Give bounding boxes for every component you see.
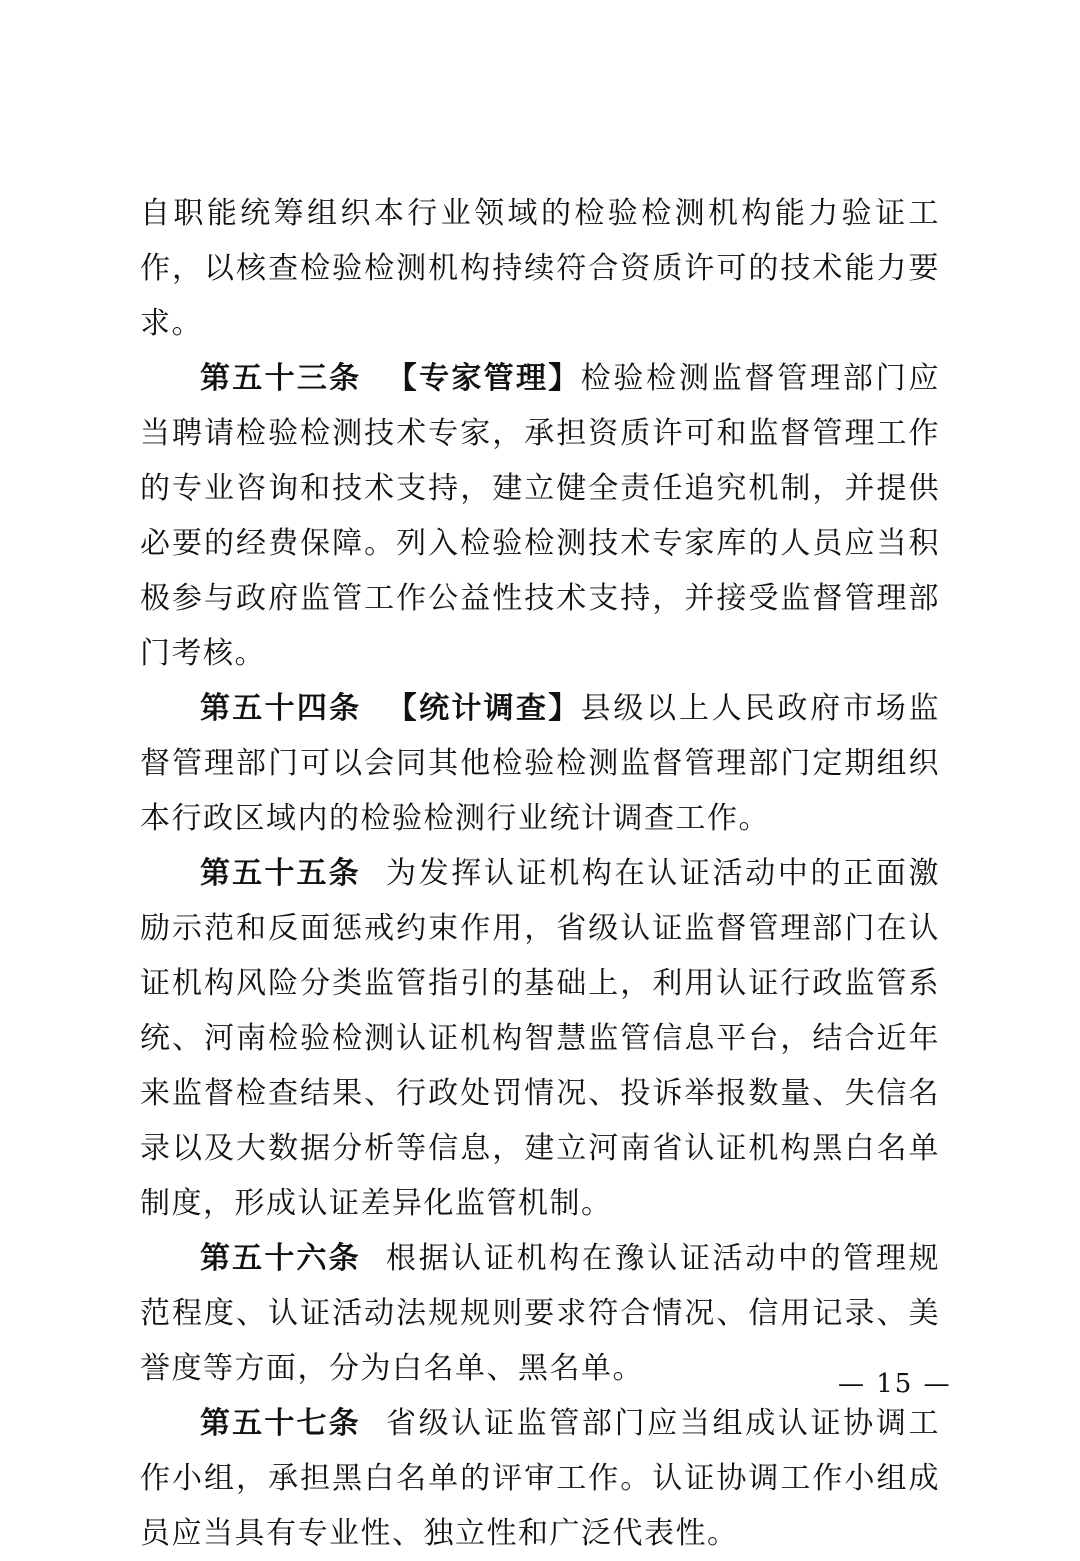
article-heading: 第五十六条	[200, 1241, 361, 1276]
page-number: — 15 —	[838, 1369, 952, 1399]
paragraph-text: 自职能统筹组织本行业领域的检验检测机构能力验证工作，以核查检验检测机构持续符合资质许可的技术能力要求。	[140, 196, 940, 341]
article-text: 检验检测监督管理部门应当聘请检验检测技术专家，承担资质许可和监督管理工作的专业咨询和技术支持，建立健全责任追究机制，并提供必要的经费保障。列入检验检测技术专家库的人员应当积极参与政府监管工作公益性技术支持，并接受监督管理部门考核。	[140, 361, 941, 671]
article-57	[140, 1396, 940, 1561]
paragraph-continuation	[140, 186, 940, 351]
article-text: 根据认证机构在豫认证活动中的管理规范程度、认证活动法规规则要求符合情况、信用记录、美誉度等方面，分为白名单、黑名单。	[140, 1241, 941, 1386]
article-tag: 【专家管理】	[385, 361, 581, 396]
article-text: 县级以上人民政府市场监督管理部门可以会同其他检验检测监督管理部门定期组织本行政区域内的检验检测行业统计调查工作。	[140, 691, 941, 836]
article-54	[140, 681, 940, 846]
article-heading: 第五十三条	[200, 361, 362, 396]
article-text: 为发挥认证机构在认证活动中的正面激励示范和反面惩戒约束作用，省级认证监督管理部门在认证机构风险分类监管指引的基础上，利用认证行政监管系统、河南检验检测认证机构智慧监管信息平台，结合近年来监督检查结果、行政处罚情况、投诉举报数量、失信名录以及大数据分析等信息，建立河南省认证机构黑白名单制度，形成认证差异化监管机制。	[140, 856, 941, 1221]
article-heading: 第五十五条	[200, 856, 361, 891]
article-55	[140, 846, 940, 1231]
article-heading: 第五十七条	[200, 1406, 361, 1441]
article-text: 省级认证监管部门应当组成认证协调工作小组，承担黑白名单的评审工作。认证协调工作小组成员应当具有专业性、独立性和广泛代表性。	[140, 1406, 941, 1551]
article-56	[140, 1231, 940, 1396]
article-53	[140, 351, 940, 681]
article-tag: 【统计调查】	[385, 691, 581, 726]
article-heading: 第五十四条	[200, 691, 362, 726]
document-body	[140, 186, 940, 1561]
